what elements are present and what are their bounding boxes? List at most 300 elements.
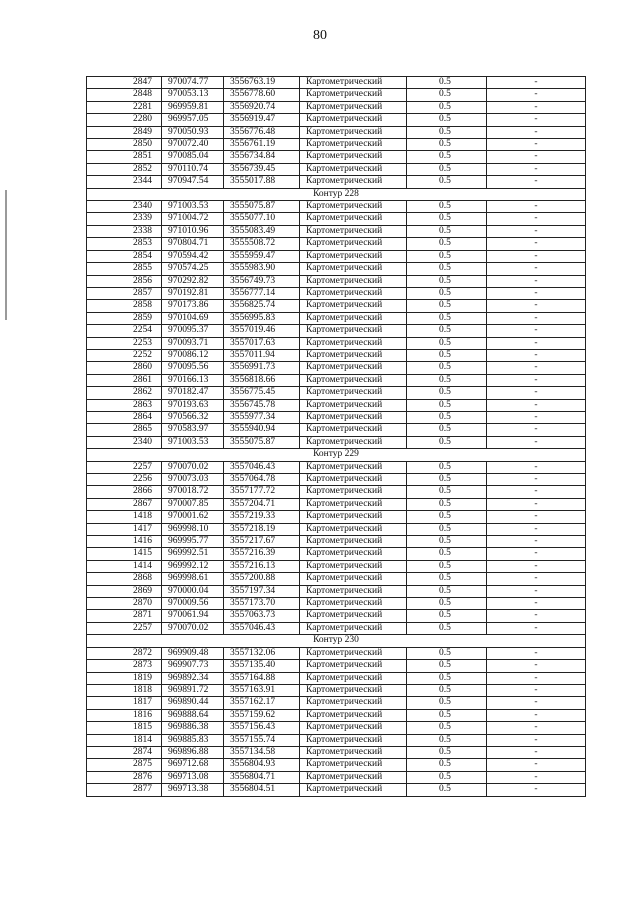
table-row — [87, 548, 586, 560]
accuracy-cell: 0.5 — [407, 213, 487, 225]
point-number-cell: 2850 — [87, 139, 162, 151]
accuracy-cell: 0.5 — [407, 300, 487, 312]
x-coordinate-cell: 970000.04 — [162, 585, 224, 597]
point-number-cell: 2257 — [87, 461, 162, 473]
point-number-cell: 2875 — [87, 759, 162, 771]
x-coordinate-cell: 970566.32 — [162, 411, 224, 423]
y-coordinate-cell: 3555977.34 — [224, 411, 300, 423]
y-coordinate-cell: 3557217.67 — [224, 536, 300, 548]
y-coordinate-cell: 3556749.73 — [224, 275, 300, 287]
point-number-cell: 2868 — [87, 573, 162, 585]
note-cell: - — [487, 424, 586, 436]
x-coordinate-cell: 970086.12 — [162, 349, 224, 361]
x-coordinate-cell: 970074.77 — [162, 77, 224, 89]
point-number-cell: 2854 — [87, 250, 162, 262]
x-coordinate-cell: 970095.37 — [162, 325, 224, 337]
y-coordinate-cell: 3556919.47 — [224, 114, 300, 126]
note-cell: - — [487, 213, 586, 225]
note-cell: - — [487, 325, 586, 337]
x-coordinate-cell: 970061.94 — [162, 610, 224, 622]
y-coordinate-cell: 3556761.19 — [224, 139, 300, 151]
accuracy-cell: 0.5 — [407, 759, 487, 771]
x-coordinate-cell: 970093.71 — [162, 337, 224, 349]
method-cell: Картометрический — [300, 77, 407, 89]
table-row — [87, 126, 586, 138]
note-cell: - — [487, 585, 586, 597]
accuracy-cell: 0.5 — [407, 337, 487, 349]
table-row — [87, 225, 586, 237]
point-number-cell: 2338 — [87, 225, 162, 237]
y-coordinate-cell: 3556739.45 — [224, 163, 300, 175]
accuracy-cell: 0.5 — [407, 424, 487, 436]
accuracy-cell: 0.5 — [407, 176, 487, 188]
note-cell: - — [487, 660, 586, 672]
accuracy-cell: 0.5 — [407, 511, 487, 523]
table-row — [87, 474, 586, 486]
note-cell: - — [487, 399, 586, 411]
method-cell: Картометрический — [300, 201, 407, 213]
method-cell: Картометрический — [300, 746, 407, 758]
accuracy-cell: 0.5 — [407, 560, 487, 572]
accuracy-cell: 0.5 — [407, 362, 487, 374]
accuracy-cell: 0.5 — [407, 585, 487, 597]
y-coordinate-cell: 3556775.45 — [224, 387, 300, 399]
table-row — [87, 759, 586, 771]
table-row — [87, 560, 586, 572]
accuracy-cell: 0.5 — [407, 784, 487, 796]
x-coordinate-cell: 969713.08 — [162, 771, 224, 783]
table-row — [87, 77, 586, 89]
note-cell: - — [487, 114, 586, 126]
accuracy-cell: 0.5 — [407, 722, 487, 734]
x-coordinate-cell: 970193.63 — [162, 399, 224, 411]
point-number-cell: 2858 — [87, 300, 162, 312]
note-cell: - — [487, 573, 586, 585]
table-row — [87, 424, 586, 436]
note-cell: - — [487, 362, 586, 374]
x-coordinate-cell: 969907.73 — [162, 660, 224, 672]
y-coordinate-cell: 3557219.33 — [224, 511, 300, 523]
y-coordinate-cell: 3557132.06 — [224, 647, 300, 659]
point-number-cell: 2853 — [87, 238, 162, 250]
method-cell: Картометрический — [300, 610, 407, 622]
accuracy-cell: 0.5 — [407, 746, 487, 758]
y-coordinate-cell: 3555983.90 — [224, 263, 300, 275]
y-coordinate-cell: 3557046.43 — [224, 622, 300, 634]
x-coordinate-cell: 970073.03 — [162, 474, 224, 486]
contour-header-row — [87, 449, 586, 461]
accuracy-cell: 0.5 — [407, 201, 487, 213]
note-cell: - — [487, 436, 586, 448]
accuracy-cell: 0.5 — [407, 436, 487, 448]
table-row — [87, 697, 586, 709]
method-cell: Картометрический — [300, 498, 407, 510]
point-number-cell: 2869 — [87, 585, 162, 597]
note-cell: - — [487, 126, 586, 138]
x-coordinate-cell: 970594.42 — [162, 250, 224, 262]
table-row — [87, 275, 586, 287]
note-cell: - — [487, 349, 586, 361]
method-cell: Картометрический — [300, 722, 407, 734]
accuracy-cell: 0.5 — [407, 250, 487, 262]
y-coordinate-cell: 3557156.43 — [224, 722, 300, 734]
x-coordinate-cell: 969888.64 — [162, 709, 224, 721]
table-row — [87, 598, 586, 610]
table-row — [87, 486, 586, 498]
y-coordinate-cell: 3556777.14 — [224, 287, 300, 299]
point-number-cell: 2866 — [87, 486, 162, 498]
x-coordinate-cell: 970053.13 — [162, 89, 224, 101]
accuracy-cell: 0.5 — [407, 672, 487, 684]
y-coordinate-cell: 3557046.43 — [224, 461, 300, 473]
method-cell: Картометрический — [300, 585, 407, 597]
table-row — [87, 647, 586, 659]
x-coordinate-cell: 971003.53 — [162, 436, 224, 448]
y-coordinate-cell: 3556991.73 — [224, 362, 300, 374]
point-number-cell: 1816 — [87, 709, 162, 721]
accuracy-cell: 0.5 — [407, 139, 487, 151]
x-coordinate-cell: 970095.56 — [162, 362, 224, 374]
note-cell: - — [487, 722, 586, 734]
method-cell: Картометрический — [300, 126, 407, 138]
y-coordinate-cell: 3557218.19 — [224, 523, 300, 535]
note-cell: - — [487, 771, 586, 783]
point-number-cell: 2256 — [87, 474, 162, 486]
accuracy-cell: 0.5 — [407, 399, 487, 411]
y-coordinate-cell: 3555508.72 — [224, 238, 300, 250]
method-cell: Картометрический — [300, 300, 407, 312]
y-coordinate-cell: 3555083.49 — [224, 225, 300, 237]
y-coordinate-cell: 3557216.13 — [224, 560, 300, 572]
table-body — [87, 77, 586, 797]
method-cell: Картометрический — [300, 771, 407, 783]
x-coordinate-cell: 970070.02 — [162, 461, 224, 473]
method-cell: Картометрический — [300, 734, 407, 746]
method-cell: Картометрический — [300, 250, 407, 262]
point-number-cell: 2340 — [87, 201, 162, 213]
y-coordinate-cell: 3556818.66 — [224, 374, 300, 386]
scan-margin-rule — [5, 190, 7, 320]
method-cell: Картометрический — [300, 660, 407, 672]
y-coordinate-cell: 3557164.88 — [224, 672, 300, 684]
note-cell: - — [487, 151, 586, 163]
y-coordinate-cell: 3556920.74 — [224, 101, 300, 113]
method-cell: Картометрический — [300, 349, 407, 361]
point-number-cell: 1814 — [87, 734, 162, 746]
point-number-cell: 2848 — [87, 89, 162, 101]
point-number-cell: 2867 — [87, 498, 162, 510]
y-coordinate-cell: 3557135.40 — [224, 660, 300, 672]
x-coordinate-cell: 970292.82 — [162, 275, 224, 287]
point-number-cell: 2876 — [87, 771, 162, 783]
table-row — [87, 139, 586, 151]
accuracy-cell: 0.5 — [407, 225, 487, 237]
y-coordinate-cell: 3556825.74 — [224, 300, 300, 312]
table-row — [87, 411, 586, 423]
accuracy-cell: 0.5 — [407, 114, 487, 126]
method-cell: Картометрический — [300, 139, 407, 151]
y-coordinate-cell: 3557173.70 — [224, 598, 300, 610]
note-cell: - — [487, 610, 586, 622]
x-coordinate-cell: 970085.04 — [162, 151, 224, 163]
y-coordinate-cell: 3557177.72 — [224, 486, 300, 498]
accuracy-cell: 0.5 — [407, 349, 487, 361]
note-cell: - — [487, 300, 586, 312]
accuracy-cell: 0.5 — [407, 486, 487, 498]
method-cell: Картометрический — [300, 436, 407, 448]
y-coordinate-cell: 3556776.48 — [224, 126, 300, 138]
note-cell: - — [487, 77, 586, 89]
method-cell: Картометрический — [300, 163, 407, 175]
y-coordinate-cell: 3555940.94 — [224, 424, 300, 436]
note-cell: - — [487, 746, 586, 758]
note-cell: - — [487, 560, 586, 572]
y-coordinate-cell: 3555075.87 — [224, 436, 300, 448]
table-row — [87, 287, 586, 299]
table-row — [87, 461, 586, 473]
x-coordinate-cell: 969713.38 — [162, 784, 224, 796]
accuracy-cell: 0.5 — [407, 77, 487, 89]
x-coordinate-cell: 969992.51 — [162, 548, 224, 560]
page-number: 80 — [313, 28, 327, 43]
method-cell: Картометрический — [300, 672, 407, 684]
method-cell: Картометрический — [300, 337, 407, 349]
method-cell: Картометрический — [300, 411, 407, 423]
method-cell: Картометрический — [300, 101, 407, 113]
note-cell: - — [487, 536, 586, 548]
note-cell: - — [487, 498, 586, 510]
table-row — [87, 201, 586, 213]
y-coordinate-cell: 3556734.84 — [224, 151, 300, 163]
note-cell: - — [487, 163, 586, 175]
method-cell: Картометрический — [300, 486, 407, 498]
x-coordinate-cell: 970110.74 — [162, 163, 224, 175]
point-number-cell: 1817 — [87, 697, 162, 709]
contour-header-row — [87, 188, 586, 200]
y-coordinate-cell: 3557134.58 — [224, 746, 300, 758]
point-number-cell: 2861 — [87, 374, 162, 386]
y-coordinate-cell: 3557197.34 — [224, 585, 300, 597]
accuracy-cell: 0.5 — [407, 461, 487, 473]
point-number-cell: 2865 — [87, 424, 162, 436]
table-row — [87, 362, 586, 374]
method-cell: Картометрический — [300, 536, 407, 548]
method-cell: Картометрический — [300, 399, 407, 411]
table-row — [87, 660, 586, 672]
accuracy-cell: 0.5 — [407, 548, 487, 560]
y-coordinate-cell: 3557019.46 — [224, 325, 300, 337]
accuracy-cell: 0.5 — [407, 523, 487, 535]
x-coordinate-cell: 969957.05 — [162, 114, 224, 126]
point-number-cell: 2860 — [87, 362, 162, 374]
contour-label: Контур 229 — [87, 449, 586, 461]
table-row — [87, 263, 586, 275]
y-coordinate-cell: 3555077.10 — [224, 213, 300, 225]
note-cell: - — [487, 647, 586, 659]
x-coordinate-cell: 969998.10 — [162, 523, 224, 535]
note-cell: - — [487, 548, 586, 560]
x-coordinate-cell: 970947.54 — [162, 176, 224, 188]
y-coordinate-cell: 3556804.71 — [224, 771, 300, 783]
y-coordinate-cell: 3556763.19 — [224, 77, 300, 89]
contour-label: Контур 228 — [87, 188, 586, 200]
accuracy-cell: 0.5 — [407, 573, 487, 585]
method-cell: Картометрический — [300, 424, 407, 436]
table-row — [87, 498, 586, 510]
x-coordinate-cell: 970009.56 — [162, 598, 224, 610]
note-cell: - — [487, 523, 586, 535]
y-coordinate-cell: 3557216.39 — [224, 548, 300, 560]
point-number-cell: 2280 — [87, 114, 162, 126]
note-cell: - — [487, 672, 586, 684]
method-cell: Картометрический — [300, 622, 407, 634]
table-row — [87, 300, 586, 312]
method-cell: Картометрический — [300, 176, 407, 188]
y-coordinate-cell: 3557162.17 — [224, 697, 300, 709]
y-coordinate-cell: 3557064.78 — [224, 474, 300, 486]
y-coordinate-cell: 3555017.88 — [224, 176, 300, 188]
contour-header-row — [87, 635, 586, 647]
accuracy-cell: 0.5 — [407, 498, 487, 510]
accuracy-cell: 0.5 — [407, 101, 487, 113]
table-row — [87, 349, 586, 361]
accuracy-cell: 0.5 — [407, 89, 487, 101]
point-number-cell: 1414 — [87, 560, 162, 572]
y-coordinate-cell: 3556778.60 — [224, 89, 300, 101]
x-coordinate-cell: 970583.97 — [162, 424, 224, 436]
point-number-cell: 2873 — [87, 660, 162, 672]
method-cell: Картометрический — [300, 523, 407, 535]
x-coordinate-cell: 971004.72 — [162, 213, 224, 225]
point-number-cell: 1815 — [87, 722, 162, 734]
accuracy-cell: 0.5 — [407, 126, 487, 138]
point-number-cell: 2849 — [87, 126, 162, 138]
accuracy-cell: 0.5 — [407, 474, 487, 486]
table-row — [87, 399, 586, 411]
point-number-cell: 2851 — [87, 151, 162, 163]
method-cell: Картометрический — [300, 362, 407, 374]
table-row — [87, 746, 586, 758]
accuracy-cell: 0.5 — [407, 697, 487, 709]
method-cell: Картометрический — [300, 709, 407, 721]
point-number-cell: 2253 — [87, 337, 162, 349]
x-coordinate-cell: 969909.48 — [162, 647, 224, 659]
x-coordinate-cell: 970166.13 — [162, 374, 224, 386]
method-cell: Картометрический — [300, 312, 407, 324]
note-cell: - — [487, 275, 586, 287]
accuracy-cell: 0.5 — [407, 411, 487, 423]
point-number-cell: 2856 — [87, 275, 162, 287]
accuracy-cell: 0.5 — [407, 287, 487, 299]
note-cell: - — [487, 622, 586, 634]
point-number-cell: 2874 — [87, 746, 162, 758]
note-cell: - — [487, 734, 586, 746]
y-coordinate-cell: 3557204.71 — [224, 498, 300, 510]
point-number-cell: 2871 — [87, 610, 162, 622]
y-coordinate-cell: 3556995.83 — [224, 312, 300, 324]
point-number-cell: 2252 — [87, 349, 162, 361]
accuracy-cell: 0.5 — [407, 734, 487, 746]
accuracy-cell: 0.5 — [407, 622, 487, 634]
x-coordinate-cell: 969992.12 — [162, 560, 224, 572]
table-row — [87, 151, 586, 163]
contour-label: Контур 230 — [87, 635, 586, 647]
method-cell: Картометрический — [300, 647, 407, 659]
x-coordinate-cell: 970070.02 — [162, 622, 224, 634]
table-row — [87, 114, 586, 126]
method-cell: Картометрический — [300, 387, 407, 399]
accuracy-cell: 0.5 — [407, 771, 487, 783]
table-row — [87, 784, 586, 796]
note-cell: - — [487, 461, 586, 473]
point-number-cell: 1418 — [87, 511, 162, 523]
note-cell: - — [487, 225, 586, 237]
x-coordinate-cell: 969998.61 — [162, 573, 224, 585]
table-row — [87, 176, 586, 188]
table-row — [87, 771, 586, 783]
accuracy-cell: 0.5 — [407, 263, 487, 275]
y-coordinate-cell: 3557155.74 — [224, 734, 300, 746]
x-coordinate-cell: 969886.38 — [162, 722, 224, 734]
point-number-cell: 2855 — [87, 263, 162, 275]
note-cell: - — [487, 709, 586, 721]
x-coordinate-cell: 970192.81 — [162, 287, 224, 299]
x-coordinate-cell: 969896.88 — [162, 746, 224, 758]
accuracy-cell: 0.5 — [407, 709, 487, 721]
x-coordinate-cell: 969892.34 — [162, 672, 224, 684]
y-coordinate-cell: 3557011.94 — [224, 349, 300, 361]
table-row — [87, 213, 586, 225]
method-cell: Картометрический — [300, 374, 407, 386]
method-cell: Картометрический — [300, 560, 407, 572]
table-row — [87, 622, 586, 634]
table-row — [87, 585, 586, 597]
table-row — [87, 511, 586, 523]
note-cell: - — [487, 387, 586, 399]
table-row — [87, 709, 586, 721]
method-cell: Картометрический — [300, 213, 407, 225]
x-coordinate-cell: 970104.69 — [162, 312, 224, 324]
note-cell: - — [487, 176, 586, 188]
y-coordinate-cell: 3557200.88 — [224, 573, 300, 585]
method-cell: Картометрический — [300, 461, 407, 473]
note-cell: - — [487, 759, 586, 771]
accuracy-cell: 0.5 — [407, 660, 487, 672]
point-number-cell: 2254 — [87, 325, 162, 337]
x-coordinate-cell: 970072.40 — [162, 139, 224, 151]
x-coordinate-cell: 970050.93 — [162, 126, 224, 138]
accuracy-cell: 0.5 — [407, 312, 487, 324]
x-coordinate-cell: 971003.53 — [162, 201, 224, 213]
table-row — [87, 250, 586, 262]
accuracy-cell: 0.5 — [407, 536, 487, 548]
x-coordinate-cell: 970173.86 — [162, 300, 224, 312]
x-coordinate-cell: 969712.68 — [162, 759, 224, 771]
note-cell: - — [487, 784, 586, 796]
note-cell: - — [487, 486, 586, 498]
table-row — [87, 672, 586, 684]
x-coordinate-cell: 969890.44 — [162, 697, 224, 709]
x-coordinate-cell: 970182.47 — [162, 387, 224, 399]
note-cell: - — [487, 250, 586, 262]
x-coordinate-cell: 970018.72 — [162, 486, 224, 498]
x-coordinate-cell: 969959.81 — [162, 101, 224, 113]
point-number-cell: 1415 — [87, 548, 162, 560]
method-cell: Картометрический — [300, 89, 407, 101]
accuracy-cell: 0.5 — [407, 598, 487, 610]
accuracy-cell: 0.5 — [407, 275, 487, 287]
table-row — [87, 374, 586, 386]
